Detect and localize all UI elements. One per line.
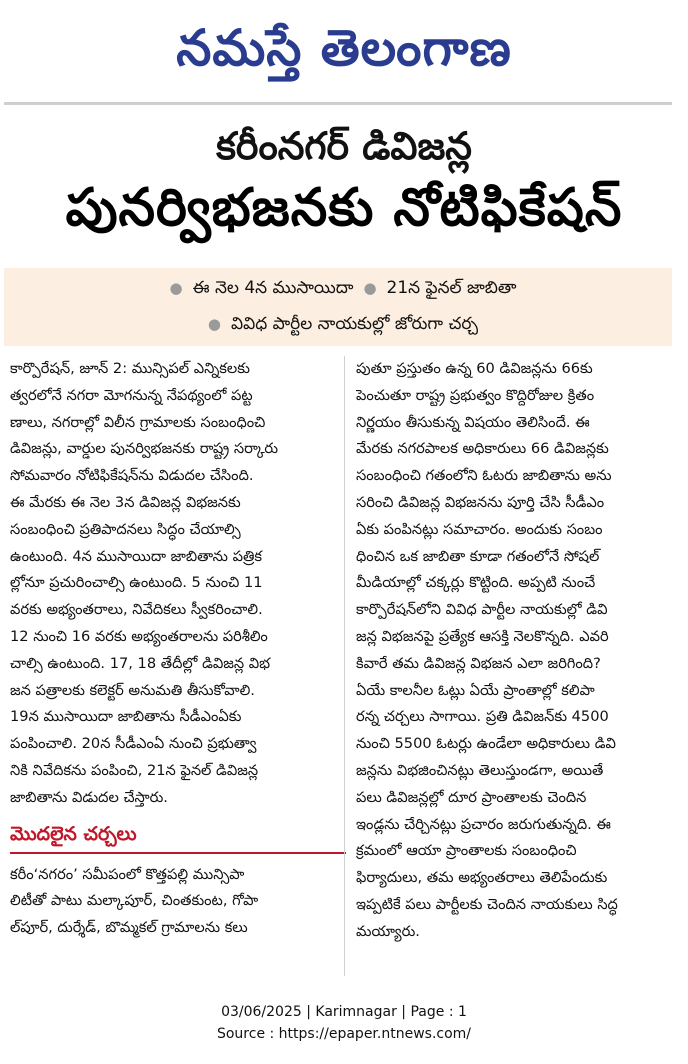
text-line: కివారే తమ డివిజన్ల విభజన ఎలా జరిగింది? <box>356 654 601 672</box>
text-line: ఏకు పంపినట్లు సమాచారం. అందుకు సంబం <box>356 520 603 538</box>
text-line: త్వరలోనే నగరా మోగనున్న నేపథ్యంలో పట్ట <box>10 386 253 404</box>
footer-date-line: 03/06/2025 | Karimnagar | Page : 1 <box>221 1004 467 1020</box>
bullet-icon: ● <box>363 279 377 297</box>
text-line: ఉంటుంది. 4న ముసాయిదా జాబితాను పత్రిక <box>10 547 262 565</box>
text-line: క్రమంలో ఆయా ప్రాంతాలకు సంబంధించి <box>356 842 577 860</box>
masthead-divider <box>4 102 672 105</box>
article-column-right <box>356 356 676 946</box>
text-line: మీడియాల్లో చక్కర్లు కొట్టింది. అప్పటి నుంచే <box>356 574 596 592</box>
text-line: ణాలు, నగరాల్లో విలీన గ్రామాలకు సంబంధించి <box>10 413 266 431</box>
text-line: కరీం‘నగరం’ సమీపంలో కొత్తపల్లి మున్సిపా <box>10 865 245 883</box>
text-line: సోమవారం నోటిఫికేషన్‌ను విడుదల చేసింది. <box>10 467 254 485</box>
text-line: ఈ మేరకు ఈ నెల 3న డివిజన్ల విభజనకు <box>10 493 241 511</box>
article-headline: పునర్విభజనకు నోటిఫికేషన్ <box>65 178 623 238</box>
text-line: కార్పొరేషన్‌లోని వివిధ పార్టీల నాయకుల్లో డివి <box>356 601 608 619</box>
text-line: మయ్యారు. <box>356 922 420 940</box>
text-line: ల్‌పూర్, దుర్శేడ్, బొమ్మకల్ గ్రామాలను కలు <box>10 919 248 937</box>
right-paragraph <box>356 356 676 946</box>
text-line: ధించిన ఒక జాబితా కూడా గతంలోనే సోషల్ <box>356 547 600 565</box>
text-line: నికి నివేదికను పంపించి, 21న ఫైనల్ డివిజన్ల <box>10 761 259 779</box>
article-kicker: కరీంనగర్ డివిజన్ల <box>216 124 472 168</box>
text-line: మేరకు నగరపాలక అధికారులు 66 డివిజన్లకు <box>356 440 609 458</box>
text-line: జన్లను విభజించినట్లు తెలుస్తుండగా, అయితే <box>356 761 604 779</box>
text-line: చాల్సి ఉంటుంది. 17, 18 తేదీల్లో డివిజన్ల విభ <box>10 654 271 672</box>
text-line: సంబంధించి ప్రతిపాదనలు సిద్ధం చేయాల్సి <box>10 520 241 538</box>
section-subhead: మొదలైన చర్చలు <box>10 822 137 845</box>
deck-item: ఈ నెల 4న ముసాయిదా <box>192 278 354 298</box>
text-line: 19న ముసాయిదా జాబితాను సీడీఎంఏకు <box>10 708 242 726</box>
text-line: లిటీతో పాటు మల్కాపూర్, చింతకుంట, గోపా <box>10 892 259 910</box>
text-line: సరించి డివిజన్ల విభజనను పూర్తి చేసి సీడీఎం <box>356 493 605 511</box>
text-line: సంబంధించి గతంలోని ఓటరు జాబితాను అను <box>356 467 612 485</box>
text-line: పంపించాలి. 20న సీడీఎంఏ నుంచి ప్రభుత్వా <box>10 735 257 753</box>
left-paragraph-2 <box>10 862 336 942</box>
text-line: ఏయే కాలనీల ఓట్లు ఏయే ప్రాంతాల్లో కలిపా <box>356 681 595 699</box>
deck-item: 21న ఫైనల్ జాబితా <box>386 278 517 298</box>
text-line: ఫిర్యాదులు, తమ అభ్యంతరాలు తెలిపేందుకు <box>356 869 608 887</box>
text-line: పలు డివిజన్లల్లో దూర ప్రాంతాలకు చెందిన <box>356 788 587 806</box>
footer-source-line: Source : https://epaper.ntnews.com/ <box>216 1026 472 1042</box>
text-line: వరకు అభ్యంతరాలు, నివేదికలు స్వీకరించాలి. <box>10 601 263 619</box>
text-line: రన్న చర్చలు సాగాయి. ప్రతి డివిజన్‌కు 4500 <box>356 708 609 726</box>
text-line: జన్ల విభజనపై ప్రత్యేక ఆసక్తి నెలకొన్నది. ఎవరి <box>356 627 609 645</box>
text-line: నిర్ణయం తీసుకున్న విషయం తెలిసిందే. ఈ <box>356 413 590 431</box>
masthead-title: నమస్తే తెలంగాణ <box>176 18 512 77</box>
text-line: పుతూ ప్రస్తుతం ఉన్న 60 డివిజన్లను 66కు <box>356 360 593 377</box>
text-line: ల్లోనూ ప్రచురించాల్సి ఉంటుంది. 5 నుంచి 11 <box>10 574 263 592</box>
text-line: నుంచి 5500 ఓటర్లు ఉండేలా అధికారులు డివి <box>356 735 616 753</box>
text-line: పెంచుతూ రాష్ట్ర ప్రభుత్వం కొద్దిరోజుల క్రితం <box>356 386 595 404</box>
article-column-left <box>10 356 336 942</box>
deck-line-1 <box>4 276 672 300</box>
newspaper-masthead <box>0 0 688 96</box>
text-line: డివిజన్లు, వార్డుల పునర్విభజనకు రాష్ట్ర సర్కారు <box>10 440 279 458</box>
subhead-underline <box>10 852 346 854</box>
text-line: కార్పొరేషన్, జూన్ 2: మున్సిపల్ ఎన్నికలకు <box>10 360 250 377</box>
article-decks <box>4 268 672 346</box>
bullet-icon: ● <box>169 279 183 297</box>
text-line: జన పత్రాలకు కలెక్టర్ అనుమతి తీసుకోవాలి. <box>10 681 255 699</box>
left-paragraph-1 <box>10 356 336 812</box>
bullet-icon: ● <box>207 315 222 333</box>
text-line: ఇప్పటికే పలు పార్టీలకు చెందిన నాయకులు సిద్ధ <box>356 895 618 913</box>
deck-item: వివిధ పార్టీల నాయకుల్లో జోరుగా చర్చ <box>231 314 479 334</box>
deck-line-2 <box>4 312 672 336</box>
text-line: ఇండ్లను చేర్చినట్లు ప్రచారం జరుగుతున్నది. ఈ <box>356 815 611 833</box>
column-divider <box>344 356 345 976</box>
text-line: 12 నుంచి 16 వరకు అభ్యంతరాలను పరిశీలిం <box>10 627 268 645</box>
text-line: జాబితాను విడుదల చేస్తారు. <box>10 788 168 806</box>
